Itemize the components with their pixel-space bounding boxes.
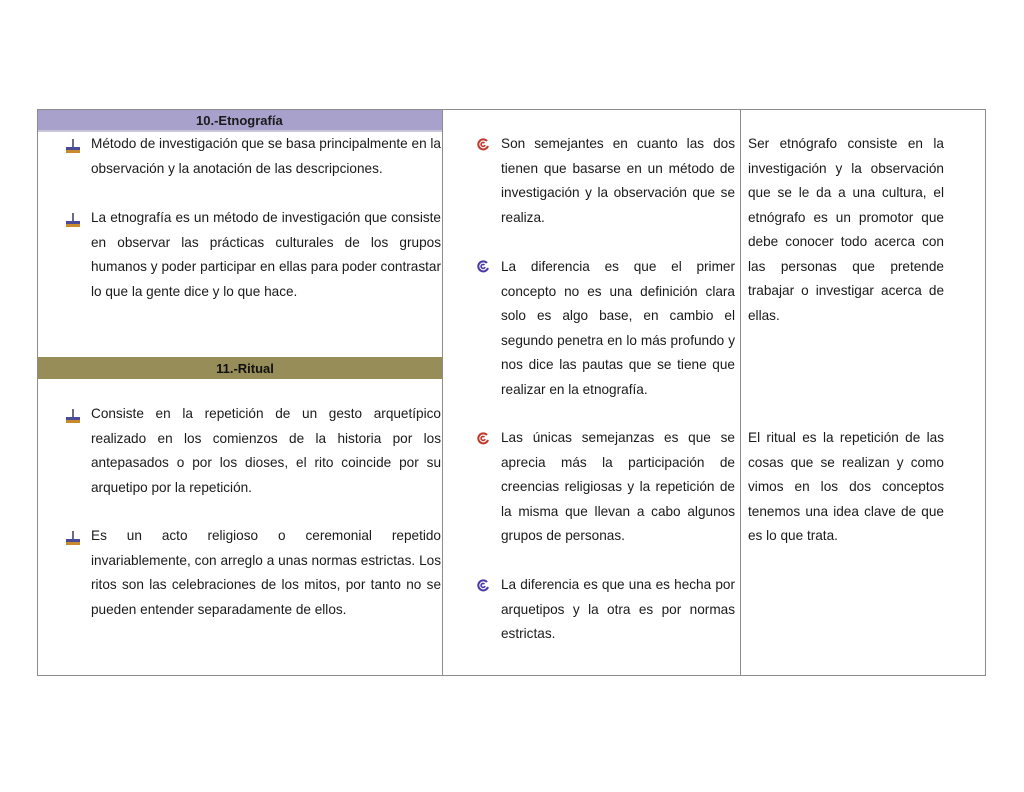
etnografia-conclusion: Ser etnógrafo consiste en la investigación y la observación que se le da a una cultura, el etnógrafo es un promotor que debe conocer todo acerca con las personas que pretende trabajar o investigar acerca de ellas. — [748, 136, 944, 323]
heading-etnografia: 10.-Etnografía — [38, 110, 442, 132]
ritual-difference: La diferencia es que una es hecha por arquetipos y la otra es por normas estrictas. — [501, 577, 735, 641]
etnografia-definition-1: Método de investigación que se basa principalmente en la observación y la anotación de las descripciones. — [91, 136, 441, 176]
spiral-bullet-icon — [476, 578, 490, 592]
bullet-arrow-icon — [66, 409, 80, 423]
ritual-definition-2: Es un acto religioso o ceremonial repetido invariablemente, con arreglo a unas normas estrictas. Los ritos son las celebraciones de los mitos, por tanto no se pueden entender separadamente de ellos. — [91, 528, 441, 617]
bullet-arrow-icon — [66, 139, 80, 153]
bullet-arrow-icon — [66, 213, 80, 227]
heading-ritual: 11.-Ritual — [38, 357, 442, 379]
column-divider — [442, 109, 443, 676]
ritual-conclusion: El ritual es la repetición de las cosas que se realizan y como vimos en los dos conceptos tenemos una idea clave de que es lo que trata. — [748, 430, 944, 543]
spiral-bullet-icon — [476, 259, 490, 273]
ritual-definition-1: Consiste en la repetición de un gesto arquetípico realizado en los comienzos de la historia por los antepasados o por los dioses, el rito coincide por su arquetipo por la repetición. — [91, 406, 441, 495]
etnografia-difference: La diferencia es que el primer concepto no es una definición clara solo es algo base, en cambio el segundo penetra en lo más profundo y nos dice las pautas que se tiene que realizar en la etnografía. — [501, 259, 735, 397]
spiral-bullet-icon — [476, 137, 490, 151]
etnografia-definition-2: La etnografía es un método de investigación que consiste en observar las prácticas culturales de los grupos humanos y poder participar en ellas para poder contrastar lo que la gente dice y lo que hace. — [91, 210, 441, 299]
etnografia-similarity: Son semejantes en cuanto las dos tienen que basarse en un método de investigación y la observación que se realiza. — [501, 136, 735, 225]
ritual-similarity: Las únicas semejanzas es que se aprecia más la participación de creencias religiosas y la repetición de la misma que llevan a cabo algunos grupos de personas. — [501, 430, 735, 543]
column-divider — [740, 109, 741, 676]
bullet-arrow-icon — [66, 531, 80, 545]
spiral-bullet-icon — [476, 431, 490, 445]
